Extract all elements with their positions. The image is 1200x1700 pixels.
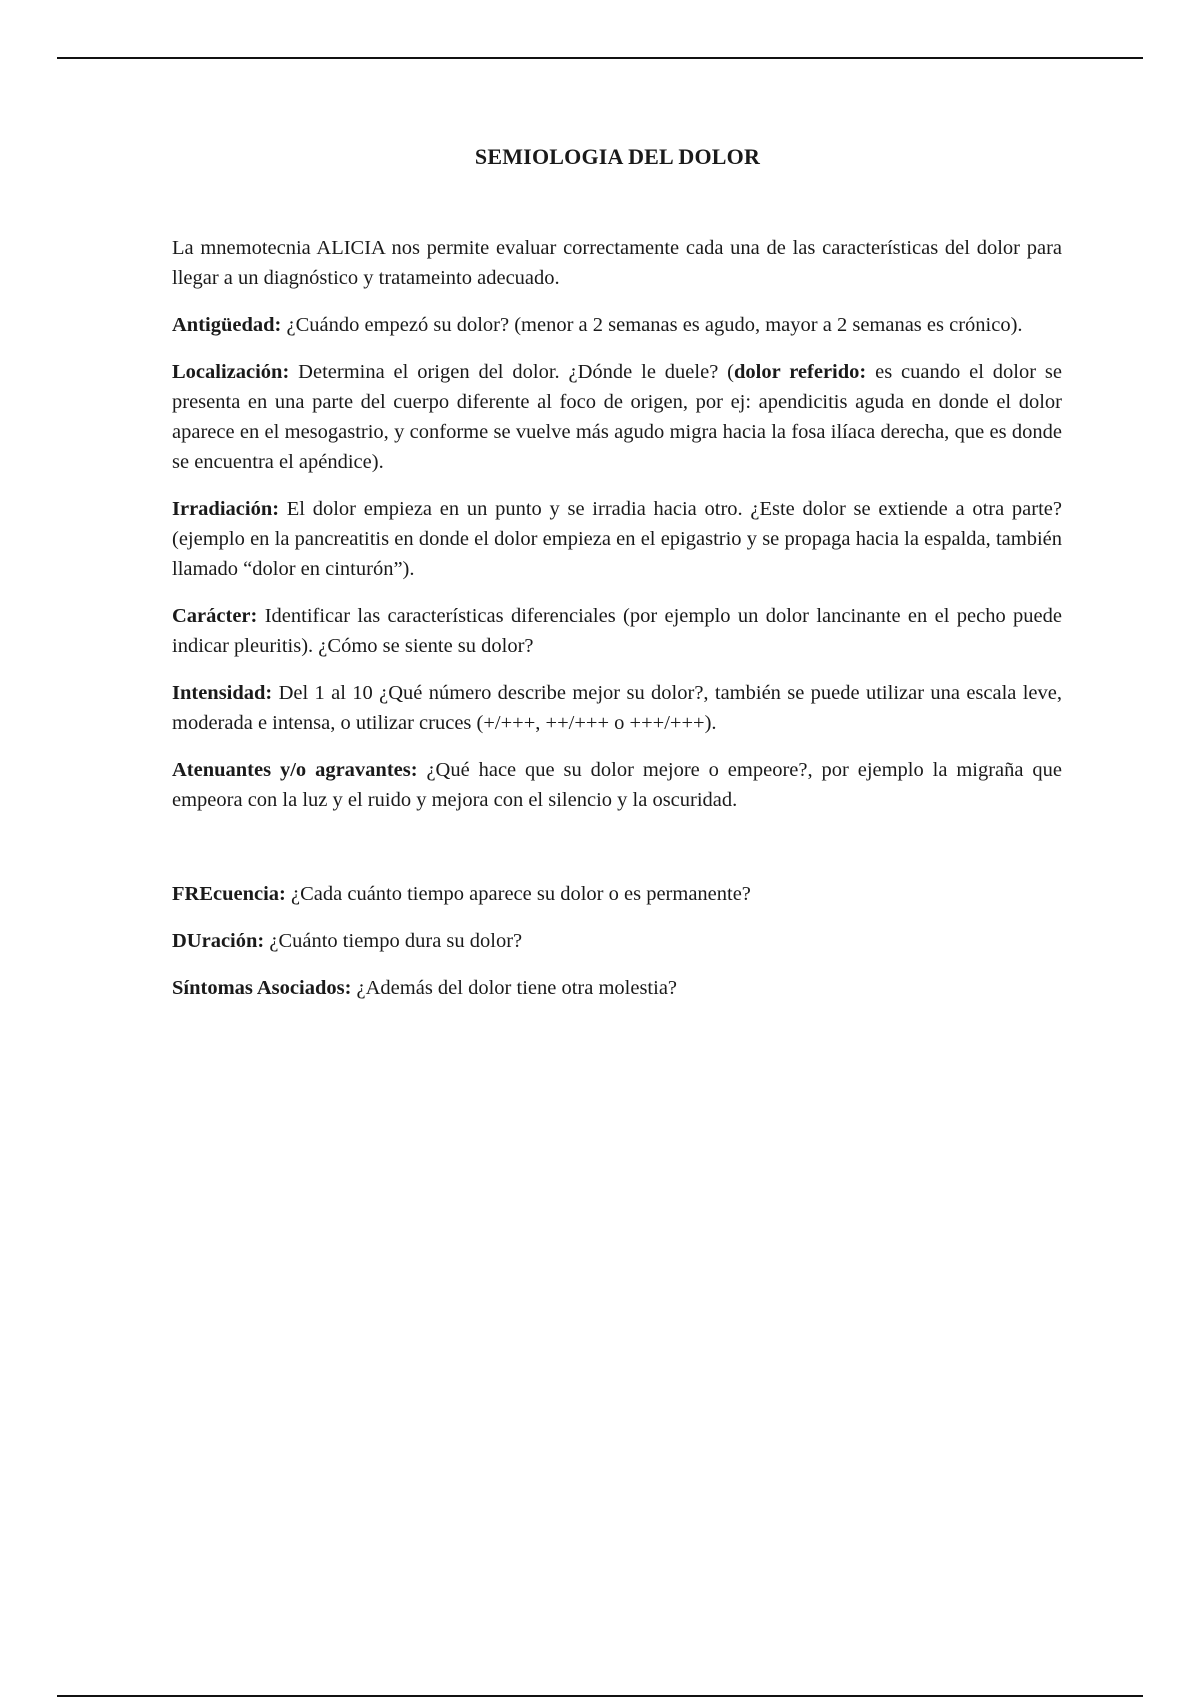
term-irradiacion: Irradiación: [172,498,280,520]
term-duracion: DUración: [172,930,265,952]
page-title: SEMIOLOGIA DEL DOLOR [474,144,761,169]
term-antiguedad: Antigüedad: [172,314,282,336]
term-sintomas-asociados: Síntomas Asociados: [172,977,352,999]
text-sintomas-asociados: ¿Además del dolor tiene otra molestia? [351,977,678,999]
item-intensidad [172,678,1062,738]
text-atenuantes: ¿Qué hace que su dolor mejore o empeore?, por ejemplo la migraña que empeora con la luz y el ruido y mejora con el silencio y la oscuridad. [172,759,1062,811]
item-caracter [172,601,1062,661]
text-irradiacion: El dolor empieza en un punto y se irradia hacia otro. ¿Este dolor se extiende a otra parte? (ejemplo en la pancreatitis en donde el dolor empieza en el epigastrio y se propaga hacia la espalda, también llamado “dolor en cinturón”). [172,498,1062,580]
text-caracter: Identificar las características diferenciales (por ejemplo un dolor lancinante en el pecho puede indicar pleuritis). ¿Cómo se siente su dolor? [172,605,1062,657]
intro-paragraph: La mnemotecnia ALICIA nos permite evaluar correctamente cada una de las características del dolor para llegar a un diagnóstico y tratameinto adecuado. [172,237,1062,289]
item-frecuencia [172,879,1062,909]
term-intensidad: Intensidad: [172,682,273,704]
document-body [172,233,1062,1020]
term-caracter: Carácter: [172,605,258,627]
text-frecuencia: ¿Cada cuánto tiempo aparece su dolor o es permanente? [285,883,751,905]
top-rule [57,57,1143,59]
text-duracion: ¿Cuánto tiempo dura su dolor? [264,930,523,952]
item-irradiacion [172,494,1062,584]
item-localizacion [172,357,1062,477]
term-dolor-referido: dolor referido: [734,361,867,383]
text-antiguedad: ¿Cuándo empezó su dolor? (menor a 2 semanas es agudo, mayor a 2 semanas es crónico). [281,314,1023,336]
text-dolor-referido: es cuando el dolor se presenta en una parte del cuerpo diferente al foco de origen, por ej: apendicitis aguda en donde el dolor aparece en el mesogastrio, y conforme se vuelve más agudo migra hacia la fosa ilíaca derecha, que es donde se encuentra el apéndice). [172,361,1063,473]
term-frecuencia: FREcuencia: [172,883,286,905]
term-atenuantes: Atenuantes y/o agravantes: [172,759,418,781]
text-intensidad: Del 1 al 10 ¿Qué número describe mejor su dolor?, también se puede utilizar una escala leve, moderada e intensa, o utilizar cruces (+/+++, ++/+++ o +++/+++). [172,682,1062,734]
text-localizacion: Determina el origen del dolor. ¿Dónde le duele? ( [289,361,734,383]
item-sintomas-asociados [172,973,1062,1003]
bottom-rule [57,1695,1143,1697]
section-gap [172,832,1062,879]
item-antiguedad [172,310,1062,340]
term-localizacion: Localización: [172,361,290,383]
item-atenuantes [172,755,1062,815]
item-duracion [172,926,1062,956]
